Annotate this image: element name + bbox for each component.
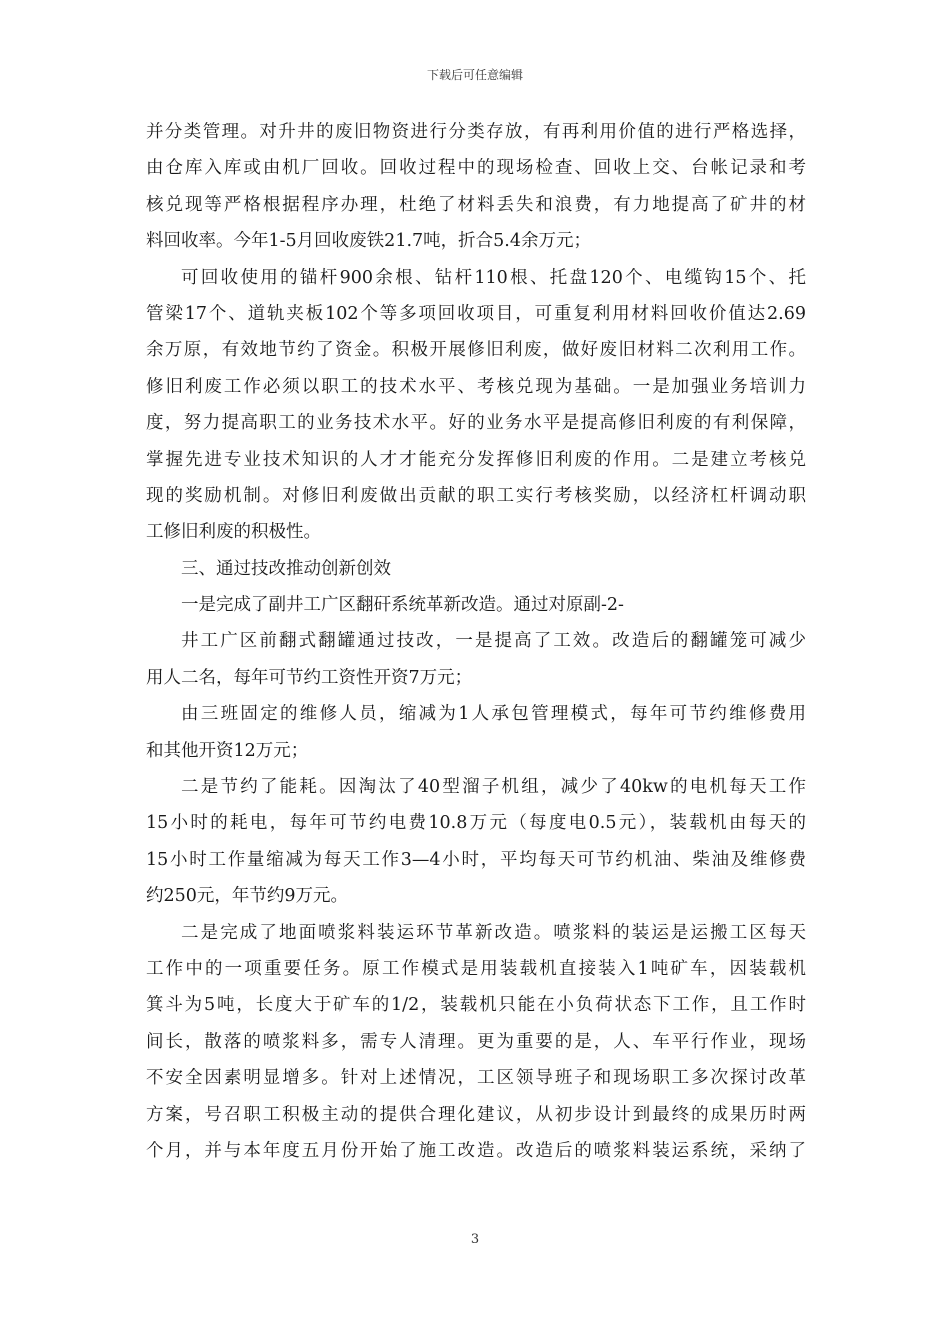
text-line: 井工广区前翻式翻罐通过技改，一是提高了工效。改造后的翻罐笼可减少 bbox=[181, 631, 806, 652]
text-line: 约250元，年节约9万元。 bbox=[146, 886, 349, 907]
text-line: 现的奖励机制。对修旧利废做出贡献的职工实行考核奖励，以经济杠杆调动职 bbox=[146, 485, 806, 506]
text-line: 掌握先进专业技术知识的人才才能充分发挥修旧利废的作用。二是建立考核兑 bbox=[146, 449, 806, 470]
text-line: 余万原，有效地节约了资金。积极开展修旧利废，做好废旧材料二次利用工作。 bbox=[146, 340, 806, 361]
page-header: 下载后可任意编辑 bbox=[426, 68, 523, 82]
text-line: 度，努力提高职工的业务技术水平。好的业务水平是提高修旧利废的有利保障， bbox=[146, 413, 806, 434]
page-number: 3 bbox=[470, 1232, 480, 1247]
text-line: 一是完成了副井工广区翻矸系统革新改造。通过对原副-2- bbox=[181, 595, 624, 616]
text-line: 15小时的耗电，每年可节约电费10.8万元（每度电0.5元），装载机由每天的 bbox=[146, 813, 806, 834]
text-line: 管梁17个、道轨夹板102个等多项回收项目，可重复利用材料回收价值达2.69 bbox=[146, 303, 806, 324]
text-line: 用人二名，每年可节约工资性开资7万元； bbox=[146, 667, 473, 688]
text-line: 修旧利废工作必须以职工的技术水平、考核兑现为基础。一是加强业务培训力 bbox=[146, 376, 806, 397]
text-line: 由三班固定的维修人员，缩减为1人承包管理模式，每年可节约维修费用 bbox=[181, 704, 806, 725]
text-line: 间长，散落的喷浆料多，需专人清理。更为重要的是，人、车平行作业，现场 bbox=[146, 1031, 806, 1052]
text-line: 由仓库入库或由机厂回收。回收过程中的现场检查、回收上交、台帐记录和考 bbox=[146, 158, 806, 179]
text-line: 二是节约了能耗。因淘汰了40型溜子机组，减少了40kw的电机每天工作 bbox=[181, 777, 806, 798]
text-line: 二是完成了地面喷浆料装运环节革新改造。喷浆料的装运是运搬工区每天 bbox=[181, 922, 806, 943]
text-line: 料回收率。今年1-5月回收废铁21.7吨，折合5.4余万元； bbox=[146, 231, 591, 252]
text-line: 并分类管理。对升井的废旧物资进行分类存放，有再利用价值的进行严格选择， bbox=[146, 122, 806, 142]
text-line: 和其他开资12万元； bbox=[146, 740, 309, 761]
text-line: 工修旧利废的积极性。 bbox=[146, 522, 321, 543]
body-text bbox=[146, 114, 806, 1169]
text-line: 核兑现等严格根据程序办理，杜绝了材料丢失和浪费，有力地提高了矿井的材 bbox=[146, 194, 806, 215]
section-heading: 三、通过技改推动创新创效 bbox=[181, 558, 391, 579]
text-line: 个月，并与本年度五月份开始了施工改造。改造后的喷浆料装运系统，采纳了 bbox=[146, 1140, 806, 1161]
text-line: 15小时工作量缩减为每天工作3—4小时，平均每天可节约机油、柴油及维修费 bbox=[146, 849, 806, 870]
text-line: 工作中的一项重要任务。原工作模式是用装载机直接装入1吨矿车，因装载机 bbox=[146, 958, 806, 979]
text-line: 不安全因素明显增多。针对上述情况，工区领导班子和现场职工多次探讨改革 bbox=[146, 1068, 806, 1089]
text-line: 方案，号召职工积极主动的提供合理化建议，从初步设计到最终的成果历时两 bbox=[146, 1104, 806, 1125]
text-line: 箕斗为5吨，长度大于矿车的1/2，装载机只能在小负荷状态下工作，且工作时 bbox=[146, 995, 806, 1016]
text-line: 可回收使用的锚杆900余根、钻杆110根、托盘120个、电缆钩15个、托 bbox=[181, 267, 806, 288]
